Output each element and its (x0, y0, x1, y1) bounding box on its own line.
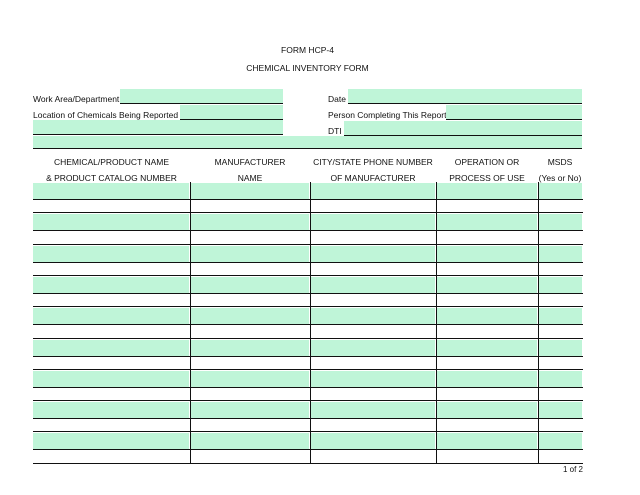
cell-msds-row-8[interactable] (539, 402, 582, 418)
cell-msds-row-5[interactable] (539, 308, 582, 324)
row-midline (33, 418, 583, 419)
column-divider (436, 182, 437, 464)
cell-phone-row-8[interactable] (311, 402, 435, 418)
row-midline (33, 199, 583, 200)
cell-msds-row-7[interactable] (539, 371, 582, 387)
work-area-label: Work Area/Department (33, 94, 120, 104)
row-midline (33, 293, 583, 294)
cell-chemical-row-2[interactable] (33, 214, 189, 230)
cell-chemical-row-8[interactable] (33, 402, 189, 418)
cell-phone-row-4[interactable] (311, 277, 435, 293)
column-divider (310, 182, 311, 464)
dti-label: DTI (328, 126, 342, 136)
column-divider (190, 182, 191, 464)
row-divider (33, 212, 583, 213)
cell-msds-row-9[interactable] (539, 433, 582, 449)
cell-msds-row-4[interactable] (539, 277, 582, 293)
cell-msds-row-2[interactable] (539, 214, 582, 230)
cell-msds-row-3[interactable] (539, 246, 582, 262)
cell-phone-row-1[interactable] (311, 183, 435, 199)
row-midline (33, 387, 583, 388)
col-header-manufacturer-line1: MANUFACTURER (214, 157, 286, 167)
row-divider (33, 244, 583, 245)
col-header-operation-line1: OPERATION OR (454, 157, 520, 167)
cell-manufacturer-row-5[interactable] (191, 308, 309, 324)
row-divider (33, 275, 583, 276)
cell-operation-row-6[interactable] (437, 340, 537, 356)
col-header-chemical-line2: & PRODUCT CATALOG NUMBER (46, 173, 177, 183)
row-midline (33, 230, 583, 231)
cell-phone-row-3[interactable] (311, 246, 435, 262)
row-divider (33, 306, 583, 307)
cell-manufacturer-row-1[interactable] (191, 183, 309, 199)
col-header-phone-line1: CITY/STATE PHONE NUMBER (313, 157, 433, 167)
cell-manufacturer-row-8[interactable] (191, 402, 309, 418)
page-number: 1 of 2 (562, 465, 583, 474)
col-header-phone-line2: OF MANUFACTURER (330, 173, 416, 183)
cell-manufacturer-row-2[interactable] (191, 214, 309, 230)
cell-chemical-row-7[interactable] (33, 371, 189, 387)
cell-operation-row-9[interactable] (437, 433, 537, 449)
form-title: CHEMICAL INVENTORY FORM (246, 63, 369, 73)
cell-operation-row-8[interactable] (437, 402, 537, 418)
cell-manufacturer-row-4[interactable] (191, 277, 309, 293)
column-divider (538, 182, 539, 464)
cell-chemical-row-1[interactable] (33, 183, 189, 199)
cell-operation-row-2[interactable] (437, 214, 537, 230)
cell-operation-row-5[interactable] (437, 308, 537, 324)
cell-phone-row-2[interactable] (311, 214, 435, 230)
col-header-msds-line2: (Yes or No) (538, 173, 582, 183)
form-number: FORM HCP-4 (281, 45, 334, 55)
col-header-msds-line1: MSDS (547, 157, 573, 167)
cell-operation-row-3[interactable] (437, 246, 537, 262)
cell-chemical-row-3[interactable] (33, 246, 189, 262)
row-divider (33, 463, 583, 464)
cell-operation-row-4[interactable] (437, 277, 537, 293)
cell-manufacturer-row-6[interactable] (191, 340, 309, 356)
col-header-operation-line2: PROCESS OF USE (449, 173, 525, 183)
cell-manufacturer-row-7[interactable] (191, 371, 309, 387)
cell-phone-row-6[interactable] (311, 340, 435, 356)
cell-chemical-row-4[interactable] (33, 277, 189, 293)
col-header-chemical-line1: CHEMICAL/PRODUCT NAME (53, 157, 170, 167)
date-label: Date (328, 94, 346, 104)
cell-chemical-row-5[interactable] (33, 308, 189, 324)
person-label: Person Completing This Report (328, 110, 447, 120)
cell-manufacturer-row-3[interactable] (191, 246, 309, 262)
row-divider (33, 369, 583, 370)
cell-msds-row-1[interactable] (539, 183, 582, 199)
cell-operation-row-1[interactable] (437, 183, 537, 199)
row-divider (33, 400, 583, 401)
cell-chemical-row-9[interactable] (33, 433, 189, 449)
row-divider (33, 338, 583, 339)
location-label: Location of Chemicals Being Reported (33, 110, 179, 120)
cell-msds-row-6[interactable] (539, 340, 582, 356)
row-midline (33, 262, 583, 263)
cell-manufacturer-row-9[interactable] (191, 433, 309, 449)
cell-phone-row-7[interactable] (311, 371, 435, 387)
row-midline (33, 356, 583, 357)
cell-phone-row-9[interactable] (311, 433, 435, 449)
col-header-manufacturer-line2: NAME (237, 173, 263, 183)
row-divider (33, 431, 583, 432)
row-midline (33, 449, 583, 450)
cell-phone-row-5[interactable] (311, 308, 435, 324)
row-midline (33, 324, 583, 325)
cell-chemical-row-6[interactable] (33, 340, 189, 356)
cell-operation-row-7[interactable] (437, 371, 537, 387)
